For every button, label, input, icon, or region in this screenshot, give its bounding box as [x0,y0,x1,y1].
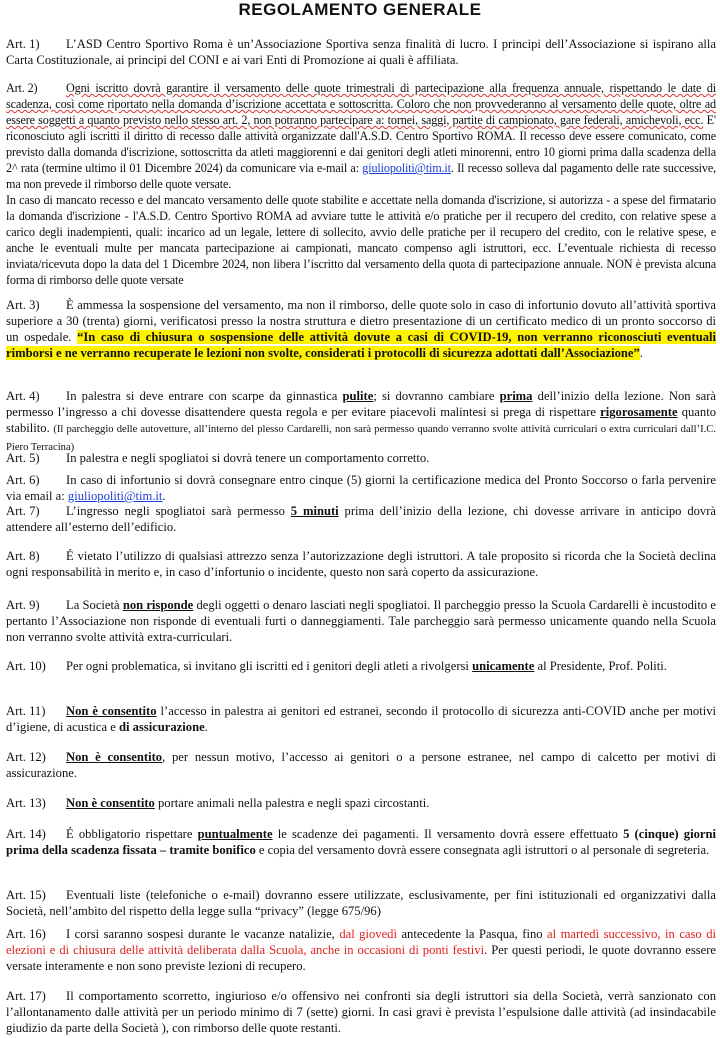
article-3 [6,297,716,361]
article-14 [6,826,716,858]
article-text: degli oggetti o denaro lasciati negli spogliatoi. Il parcheggio presso la Scuola Cardarelli è incustodito e pertanto l’Associazione non risponde di eventuali furti o danneggiamenti. Tale parcheggio sarà permesso unicamente quando nella Scuola non verranno svolte attività extra-curriculari. [6,598,717,644]
article-text: L’ASD Centro Sportivo Roma è un’Associazione Sportiva senza finalità di lucro. I principi dell’Associazione si ispirano alla Carta Costituzionale, ai principi del CONI e ai vari Enti di Promozione ai quali è affiliata. [6,37,716,67]
article-number: Art. 11) [6,704,46,718]
article-text: prima dell’inizio della lezione, chi dovesse arrivare in anticipo dovrà attendere all’esterno dell’edificio. [6,504,716,534]
article-4 [6,388,716,456]
article-number: Art. 17) [6,989,46,1003]
article-2-continued [6,192,716,288]
article-text: In palestra si deve entrare con scarpe da ginnastica [66,389,343,403]
article-number: Art. 12) [6,750,46,764]
covid-notice: “In caso di chiusura o sospensione delle attività dovute a casi di COVID-19, non verranno riconosciuti eventuali rimborsi e ne verranno recuperate le lezioni non svolte, considerati i protocolli di sicurezza adottati dall’Associazione” [6,330,716,360]
article-number: Art. 16) [6,927,46,941]
article-number: Art. 4) [6,389,40,403]
article-text: . [639,346,643,360]
emphasis: non risponde [122,598,194,612]
article-text: . Per questi periodi, le quote dovranno essere versate interamente e non sono previste lezioni di recupero. [6,943,717,973]
article-16 [6,926,716,974]
article-5 [6,450,716,466]
article-text: E' riconosciuto agli iscritti il diritto di recesso dalle attività organizzate dall'A.S.D. Centro Sportivo ROMA. Il recesso deve essere comunicato, come previsto dalla domanda d'iscrizione, sottoscritta da atleti maggiorenni e dai genitori degli atleti minorenni, entro 10 giorni prima dalla scadenza della 2^ rata (termine ultimo il 01 Dicembre 2024) da comunicare via e-mail a: [6,113,716,175]
article-text: l’accesso in palestra ai genitori ed estranei, secondo il protocollo di sicurezza anti-COVID anche per motivi d’igiene, di acustica e [6,704,716,734]
article-text: ; si dovranno cambiare [373,389,500,403]
article-number: Art. 8) [6,549,40,563]
article-text: L’ingresso negli spogliatoi sarà permesso [66,504,291,518]
emphasis: Non è consentito [66,704,157,718]
article-text: In caso di infortunio si dovrà consegnare entro cinque (5) giorni la certificazione medica del Pronto Soccorso o farla pervenire via email a: [6,473,716,503]
article-15 [6,887,716,919]
emphasis: di assicurazione [118,720,205,734]
article-text: al Presidente, Prof. Politi. [534,659,667,673]
article-9 [6,597,716,645]
article-text: I corsi saranno sospesi durante le vacanze natalizie, [66,927,340,941]
article-number: Art. 1) [6,37,40,51]
emphasis: 5 minuti [290,504,339,518]
article-number: Art. 7) [6,504,40,518]
article-number: Art. 14) [6,827,46,841]
emphasis: rigorosamente [600,405,678,419]
article-text: Il comportamento scorretto, ingiurioso e/o offensivo nei confronti sia degli istruttori sia della Società, verrà sanzionato con l’allontanamento dalle attività per un periodo minimo di 7 (sette) giorni. In casi gravi è prevista l’espulsione dalle attività (ad insindacabile giudizio da parte della Società ), con rimborso delle quote restanti. [6,989,716,1035]
holiday-note: dal giovedì [339,927,397,941]
article-13 [6,795,716,811]
article-10 [6,658,716,674]
emphasis: puntualmente [197,827,273,841]
article-text: e copia del versamento dovrà essere consegnata agli istruttori o al personale di segreteria. [255,843,710,857]
article-text: É vietato l’utilizzo di qualsiasi attrezzo senza l’autorizzazione degli istruttori. A tale proposito si ricorda che la Società declina ogni responsabilità in merito e, in caso d’infortunio o incidente, questo non sarà coperto da assicurazione. [6,549,716,579]
article-number: Art. 9) [6,598,40,612]
email-link[interactable]: giuliopoliti@tim.it [67,489,163,503]
page-title: REGOLAMENTO GENERALE [238,0,482,19]
article-6 [6,472,716,504]
article-text: quanto stabilito. [6,405,716,435]
article-number: Art. 10) [6,659,46,673]
emphasis: unicamente [472,659,535,673]
article-number: Art. 13) [6,796,46,810]
article-11 [6,703,716,735]
article-text: Per ogni problematica, si invitano gli iscritti ed i genitori degli atleti a rivolgersi [66,659,473,673]
article-text: Eventuali liste (telefoniche o e-mail) dovranno essere utilizzate, esclusivamente, per fini istituzionali ed organizzativi dalla Società, nell’ambito del rispetto della legge sulla “privacy” (legge 675/96) [6,888,716,918]
article-2 [6,80,716,192]
article-text: . [204,720,208,734]
emphasis: Non è consentito [66,750,163,764]
article-text: antecedente la Pasqua, fino [396,927,548,941]
article-text: In palestra e negli spogliatoi si dovrà tenere un comportamento corretto. [66,451,430,465]
article-text: le scadenze dei pagamenti. Il versamento dovrà essere effettuato [272,827,624,841]
article-17 [6,988,716,1036]
article-text: È ammessa la sospensione del versamento, ma non il rimborso, delle quote solo in caso di infortunio dovuto all’attività sportiva superiore a 30 (trenta) giorni, verificatosi presso la nostra struttura e dietro presentazione di un certificato medico di un pronto soccorso di un ospedale. [6,298,716,344]
article-text: dell’inizio della lezione. Non sarà permesso l’ingresso a chi dovesse disattendere questa regola e per evitare piacevoli malintesi si prega di rispettare [6,389,717,419]
article-text: . Il recesso solleva dal pagamento delle rate successive, ma non prevede il rimborso delle quote versate. [6,161,716,191]
article-text: Ogni iscritto dovrà garantire il versamento delle quote trimestrali di partecipazione alla frequenza annuale, rispettando le date di scadenza, così come riportato nella domanda d’iscrizione accettata e sottoscritta. Coloro che non provvederanno al versamento delle quote, oltre ad essere soggetti a quanto previsto nello stesso art. 2, non potranno partecipare a: tornei, saggi, partite di campionato, gare federali, amichevoli, ecc. [6,81,716,127]
article-number: Art. 6) [6,473,40,487]
article-12 [6,749,716,781]
article-text: , per nessun motivo, l’accesso ai genitori o a persone estranee, nel campo di calcetto per motivi di assicurazione. [6,750,716,780]
article-7 [6,503,716,535]
emphasis: Non è consentito [66,796,155,810]
emphasis: pulite [342,389,374,403]
article-number: Art. 3) [6,298,40,312]
article-1 [6,36,716,68]
article-number: Art. 15) [6,888,46,902]
email-link[interactable]: giuliopoliti@tim.it [362,161,451,175]
holiday-note: al martedì successivo, in caso di elezioni e di chiusura delle attività deliberata dalla Scuola, anche in occasioni di ponti festivi [6,927,716,957]
article-text: É obbligatorio rispettare [66,827,198,841]
article-text: portare animali nella palestra e negli spazi circostanti. [154,796,430,810]
article-text: In caso di mancato recesso e del mancato versamento delle quote stabilite e accettate nella domanda d'iscrizione, si autorizza - a spese del firmatario la domanda d'iscrizione - l'A.S.D. Centro Sportivo ROMA ad avviare tutte le attività e/o pratiche per il recupero del credito, con relative spese a carico degli inadempienti, quali: incarico ad un legale, lettere di sollecito, avvio delle pratiche per il recupero del credito, con le relative spese, e anche le eventuali multe per mancata partecipazione ai campionati, mancato compenso agli istruttori, ecc. L’eventuale richiesta di recesso inviata/ricevuta dopo la data del 1 Dicembre 2024, non libera l’iscritto dal versamento della quota di partecipazione annuale. NON è prevista alcuna forma di rimborso delle quote versate [6,193,716,287]
parking-note: (Il parcheggio delle autovetture, all’interno del plesso Cardarelli, non sarà permesso quando verranno svolte attività curriculari o extra curriculari dall’I.C. Piero Terracina) [6,424,716,453]
article-8 [6,548,716,580]
article-text: . [162,489,166,503]
article-number: Art. 2) [6,81,38,95]
article-text: La Società [66,598,123,612]
emphasis: 5 (cinque) giorni prima della scadenza fissata – tramite bonifico [6,827,716,857]
article-number: Art. 5) [6,451,40,465]
emphasis: prima [499,389,533,403]
